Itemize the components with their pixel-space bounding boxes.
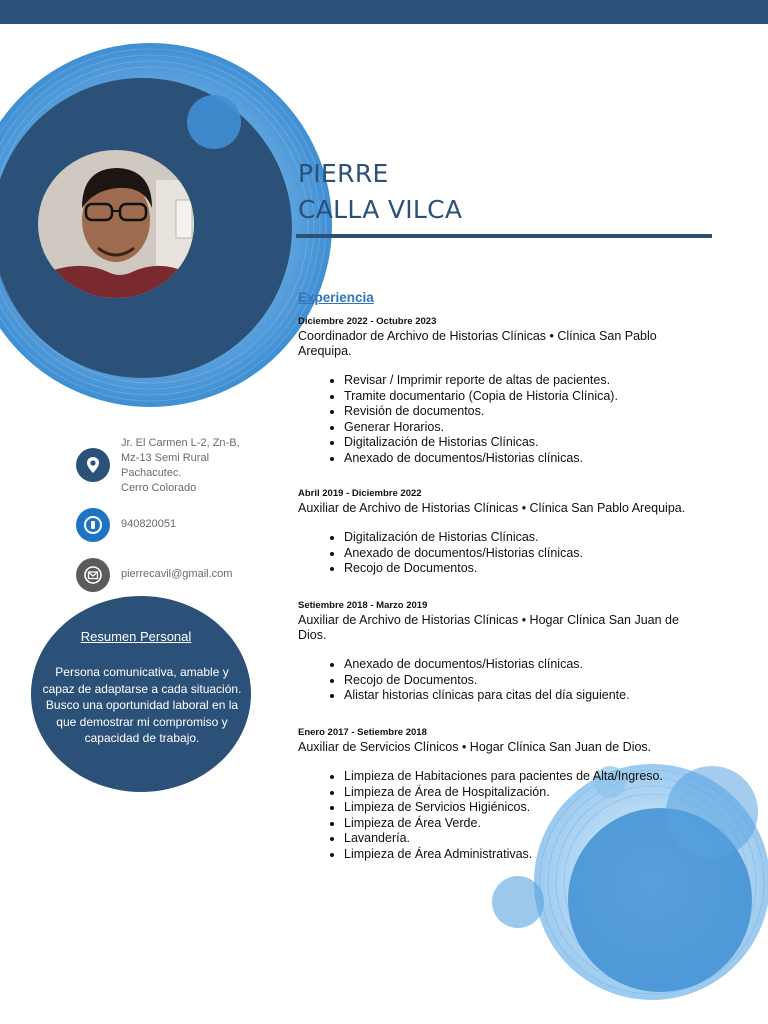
job-dates: Setiembre 2018 - Marzo 2019 [298,600,428,611]
address-line: Cerro Colorado [121,482,197,494]
email-icon [76,558,110,592]
phone-row [76,508,110,542]
task-item: • Limpieza de Habitaciones para pacientes de Alta/Ingreso. [344,769,698,785]
email-row [76,558,110,592]
task-item: • Digitalización de Historias Clínicas. [344,435,698,451]
experience-heading: Experiencia [298,290,374,305]
task-list [298,530,698,577]
phone-number[interactable]: 940820051 [121,518,177,530]
task-list [298,657,698,704]
job-title: Coordinador de Archivo de Historias Clínicas • Clínica San Pablo Arequipa. [298,329,657,358]
task-item: • Limpieza de Área Verde. [344,816,698,832]
job-title: Auxiliar de Archivo de Historias Clínicas • Clínica San Pablo Arequipa. [298,501,686,515]
task-item: • Anexado de documentos/Historias clínicas. [344,546,698,562]
task-item: • Alistar historias clínicas para citas del día siguiente. [344,688,698,704]
job-entry-3 [298,599,698,704]
job-title: Auxiliar de Servicios Clínicos • Hogar Clínica San Juan de Dios. [298,740,652,754]
job-dates: Diciembre 2022 - Octubre 2023 [298,316,437,327]
task-item: • Anexado de documentos/Historias clínicas. [344,657,698,673]
job-entry-1 [298,315,698,466]
task-item: • Revisión de documentos. [344,404,698,420]
task-item: • Anexado de documentos/Historias clínicas. [344,451,698,467]
job-dates: Enero 2017 - Setiembre 2018 [298,727,427,738]
task-item: • Generar Horarios. [344,420,698,436]
last-name: CALLA VILCA [298,195,463,224]
task-list [298,769,698,862]
task-item: • Recojo de Documentos. [344,673,698,689]
small-left-circle [492,876,544,928]
task-item: • Revisar / Imprimir reporte de altas de pacientes. [344,373,698,389]
address-text [121,436,240,496]
task-item: • Limpieza de Área Administrativas. [344,847,698,863]
address-line: Jr. El Carmen L-2, Zn-B, [121,437,240,449]
summary-heading: Resumen Personal [80,629,192,644]
task-list [298,373,698,466]
address-line: Mz-13 Semi Rural [121,452,210,464]
name-divider [296,234,712,238]
task-item: • Tramite documentario (Copia de Historia Clínica). [344,389,698,405]
job-dates: Abril 2019 - Diciembre 2022 [298,488,422,499]
first-name: PIERRE [298,159,389,188]
task-item: • Recojo de Documentos. [344,561,698,577]
profile-photo [38,150,194,298]
address-row [76,448,110,482]
job-entry-4 [298,726,698,862]
task-item: • Lavandería. [344,831,698,847]
task-item: • Digitalización de Historias Clínicas. [344,530,698,546]
summary-text: Persona comunicativa, amable y capaz de adaptarse a cada situación. Busco una oportunidad laboral en la que demostrar mi compromiso y capacidad de trabajo. [42,665,242,746]
job-entry-2 [298,487,698,577]
task-item: • Limpieza de Área de Hospitalización. [344,785,698,801]
job-title: Auxiliar de Archivo de Historias Clínicas • Hogar Clínica San Juan de Dios. [298,613,679,642]
phone-icon [76,508,110,542]
small-accent-circle [187,95,241,149]
address-line: Pachacutec. [121,467,182,479]
email-address[interactable]: pierrecavil@gmail.com [121,568,233,580]
task-item: • Limpieza de Servicios Higiénicos. [344,800,698,816]
location-pin-icon [76,448,110,482]
candidate-name [298,156,462,228]
